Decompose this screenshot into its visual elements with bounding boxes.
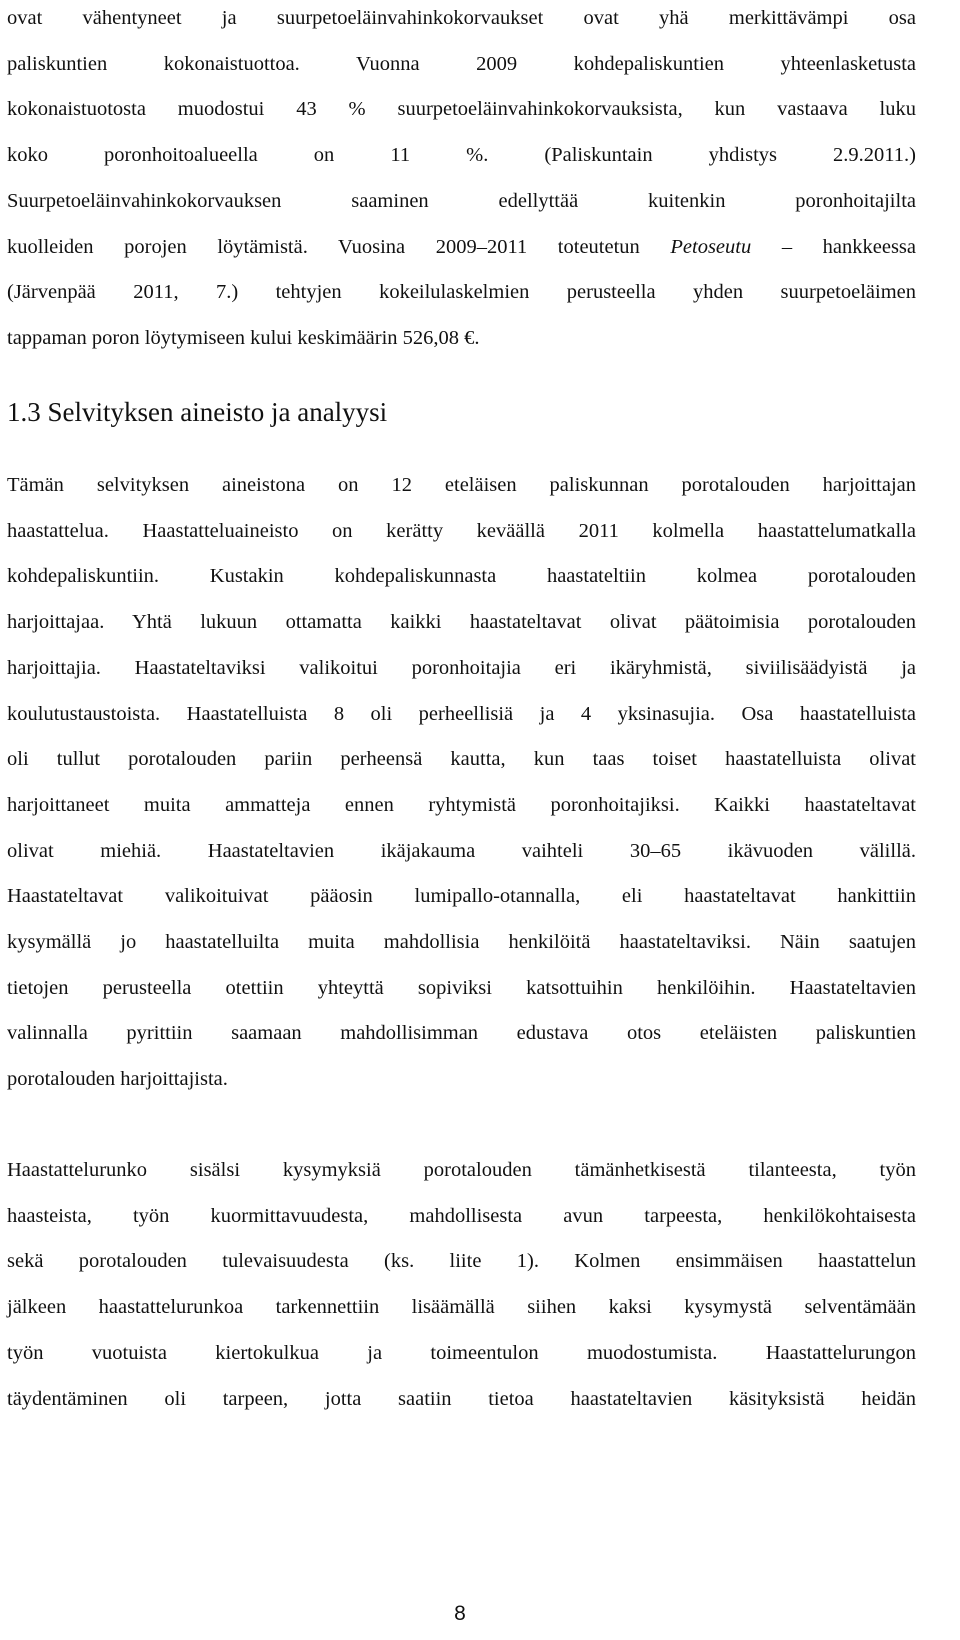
text-line-with-project bbox=[7, 225, 916, 271]
text-line: harjoittajia. Haastateltaviksi valikoitui poronhoitajia eri ikäryhmistä, siviilisäädyistä ja bbox=[7, 656, 916, 679]
text-line: olivat miehiä. Haastateltavien ikäjakauma vaihteli 30–65 ikävuoden välillä. bbox=[7, 839, 916, 862]
text-line: porotalouden harjoittajista. bbox=[7, 1068, 228, 1091]
text-line: työn vuotuista kiertokulkua ja toimeentulon muodostumista. Haastattelurungon bbox=[7, 1341, 916, 1364]
line-suffix: – hankkeessa bbox=[751, 235, 916, 258]
section-heading: 1.3 Selvityksen aineisto ja analyysi bbox=[7, 397, 388, 427]
project-name: Petoseutu bbox=[670, 235, 752, 258]
text-line: ovat vähentyneet ja suurpetoeläinvahinkokorvaukset ovat yhä merkittävämpi osa bbox=[7, 7, 916, 29]
text-line: haasteista, työn kuormittavuudesta, mahdollisesta avun tarpeesta, henkilökohtaisesta bbox=[7, 1204, 916, 1227]
text-line: kokonaistuotosta muodostui 43 % suurpetoeläinvahinkokorvauksista, kun vastaava luku bbox=[7, 98, 916, 121]
text-line: tietojen perusteella otettiin yhteyttä sopiviksi katsottuihin henkilöihin. Haastateltavien bbox=[7, 976, 916, 999]
text-line: (Järvenpää 2011, 7.) tehtyjen kokeilulaskelmien perusteella yhden suurpetoeläimen bbox=[7, 281, 916, 304]
text-line: Haastateltavat valikoituivat pääosin lumipallo-otannalla, eli haastateltavat hankittiin bbox=[7, 885, 916, 908]
text-line: koulutustaustoista. Haastatelluista 8 oli perheellisiä ja 4 yksinasujia. Osa haastatelluista bbox=[7, 702, 916, 725]
text-line: haastattelua. Haastatteluaineisto on kerätty keväällä 2011 kolmella haastattelumatkalla bbox=[7, 519, 916, 542]
text-line: täydentäminen oli tarpeen, jotta saatiin tietoa haastateltavien käsityksistä heidän bbox=[7, 1387, 916, 1410]
text-line: sekä porotalouden tulevaisuudesta (ks. liite 1). Kolmen ensimmäisen haastattelun bbox=[7, 1250, 916, 1273]
paragraph-interview-frame bbox=[7, 1148, 916, 1422]
text-line: tappaman poron löytymiseen kului keskimäärin 526,08 €. bbox=[7, 326, 480, 349]
text-line: Haastattelurunko sisälsi kysymyksiä porotalouden tämänhetkisestä tilanteesta, työn bbox=[7, 1159, 916, 1181]
text-line: Suurpetoeläinvahinkokorvauksen saaminen edellyttää kuitenkin poronhoitajilta bbox=[7, 189, 916, 212]
text-line: oli tullut porotalouden pariin perheensä kautta, kun taas toiset haastatelluista olivat bbox=[7, 748, 916, 771]
paragraph-compensation bbox=[7, 0, 916, 362]
line-prefix: kuolleiden porojen löytämistä. Vuosina 2009–2011 toteutetun bbox=[7, 235, 640, 258]
text-line: valinnalla pyrittiin saamaan mahdollisimman edustava otos eteläisten paliskuntien bbox=[7, 1022, 916, 1045]
text-line: jälkeen haastattelurunkoa tarkennettiin lisäämällä siihen kaksi kysymystä selventämään bbox=[7, 1296, 916, 1319]
text-line: paliskuntien kokonaistuottoa. Vuonna 2009 kohdepaliskuntien yhteenlasketusta bbox=[7, 52, 916, 75]
page-number: 8 bbox=[454, 1602, 466, 1625]
text-line: Tämän selvityksen aineistona on 12 eteläisen paliskunnan porotalouden harjoittajan bbox=[7, 474, 916, 496]
text-line: harjoittaneet muita ammatteja ennen ryhtymistä poronhoitajiksi. Kaikki haastateltavat bbox=[7, 793, 916, 816]
text-line: kysymällä jo haastatelluilta muita mahdollisia henkilöitä haastateltaviksi. Näin saatujen bbox=[7, 931, 916, 954]
text-line: kohdepaliskuntiin. Kustakin kohdepaliskunnasta haastateltiin kolmea porotalouden bbox=[7, 565, 916, 588]
paragraph-material bbox=[7, 463, 916, 1103]
text-line: koko poronhoitoalueella on 11 %. (Paliskuntain yhdistys 2.9.2011.) bbox=[7, 144, 916, 167]
text-line: harjoittajaa. Yhtä lukuun ottamatta kaikki haastateltavat olivat päätoimisia porotalouden bbox=[7, 611, 916, 634]
